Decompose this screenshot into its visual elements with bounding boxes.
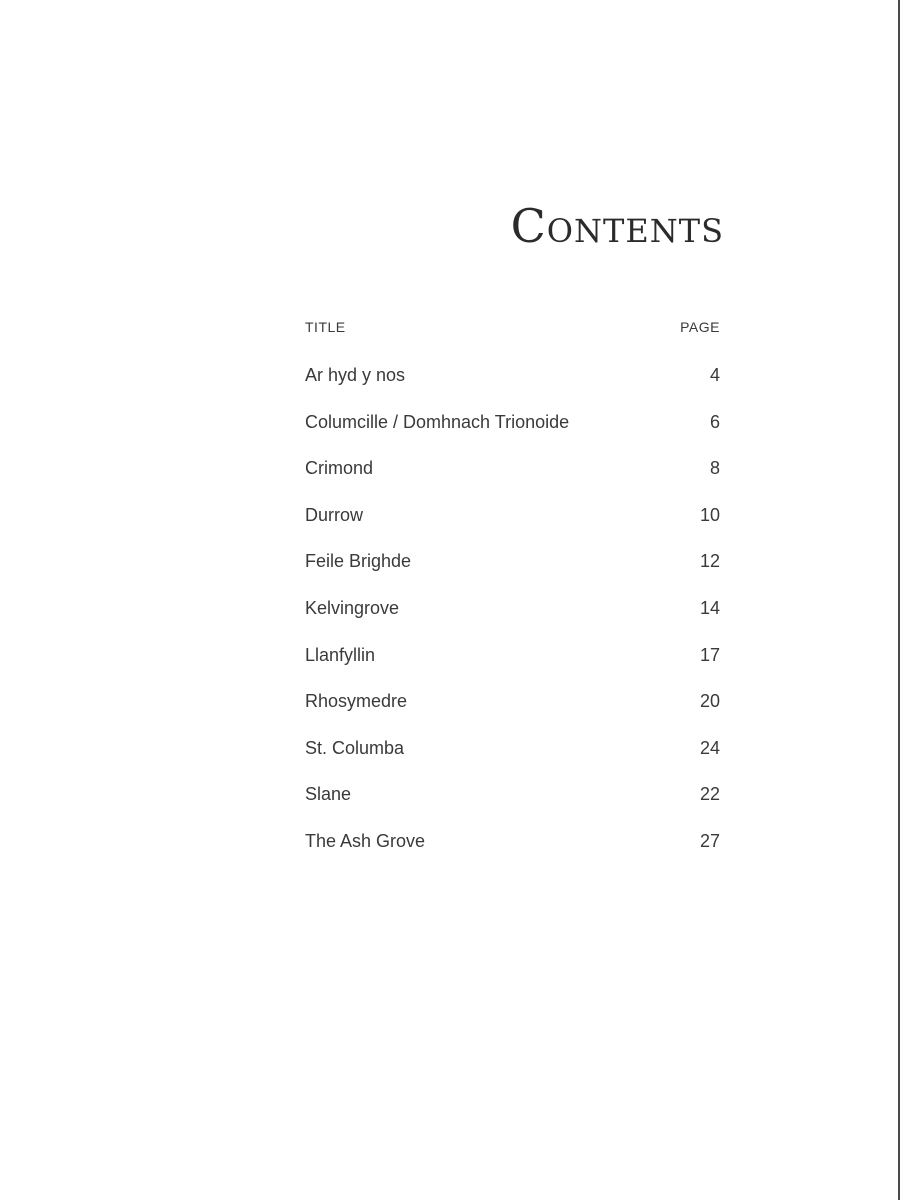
toc-entry-title: Columcille / Domhnach Trionoide [305,411,570,432]
toc-entry[interactable] [305,359,720,406]
toc-entry-page: 24 [699,737,720,758]
toc-entry[interactable] [305,406,720,453]
toc-entry[interactable] [305,778,720,825]
table-of-contents [305,312,720,872]
toc-entry-page: 10 [699,504,720,525]
toc-entry[interactable] [305,825,720,872]
toc-entry-title: Rhosymedre [305,691,408,712]
title-column-header: TITLE [305,319,346,335]
toc-entry-page: 12 [699,551,720,572]
toc-entry-title: Ar hyd y nos [305,365,406,385]
toc-entry[interactable] [305,452,720,499]
page-column-header: PAGE [680,319,720,335]
toc-entry[interactable] [305,685,720,732]
toc-entry-title: St. Columba [305,737,405,758]
toc-entry-title: Crimond [305,458,374,479]
toc-entry[interactable] [305,545,720,592]
toc-entry-title: Llanfyllin [305,644,376,665]
toc-entry-title: The Ash Grove [305,830,426,851]
toc-entry-page: 8 [709,458,720,479]
toc-entry-page: 14 [699,597,720,618]
toc-entry-title: Feile Brighde [305,551,412,572]
toc-entry[interactable] [305,592,720,639]
toc-entry[interactable] [305,499,720,546]
page-title: Contents [510,199,724,253]
toc-entry[interactable] [305,639,720,686]
toc-entry-title: Kelvingrove [305,597,400,618]
toc-list [305,359,720,872]
toc-entry-title: Durrow [305,504,364,525]
toc-entry-page: 4 [709,365,720,385]
toc-entry-page: 22 [699,784,720,805]
toc-header-row [305,312,720,344]
toc-entry[interactable] [305,732,720,779]
toc-entry-page: 17 [699,644,720,665]
toc-entry-title: Slane [305,784,352,805]
toc-entry-page: 20 [699,691,720,712]
toc-entry-page: 6 [709,411,720,432]
toc-entry-page: 27 [699,830,720,851]
